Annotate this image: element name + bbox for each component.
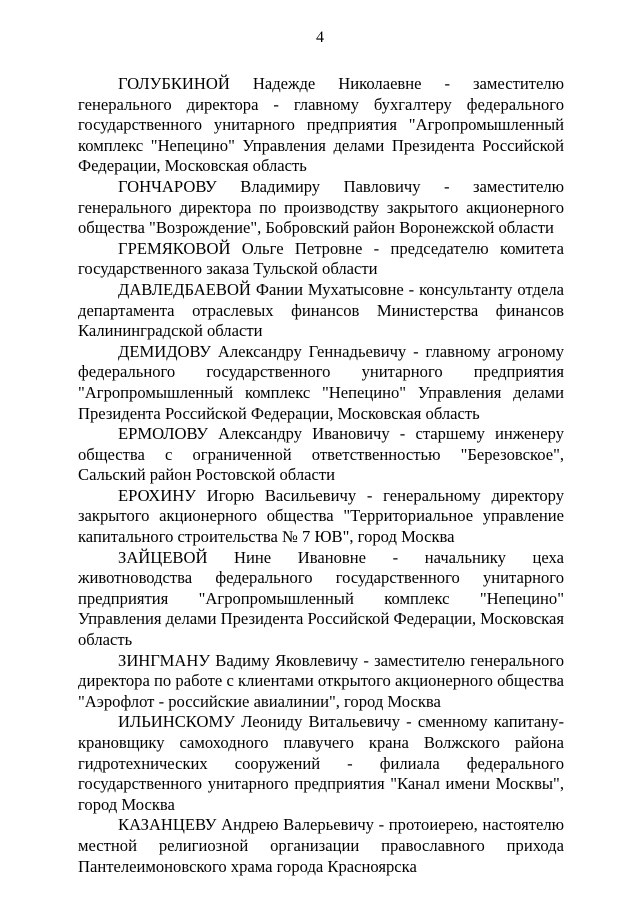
list-item: ГОЛУБКИНОЙ Надежде Николаевне - заместителю генерального директора - главному бухгалтеру федерального государственного унитарного предприятия "Агропромышленный комплекс "Непецино" Управления делами Президента Российской Федерации, Московская область [78,74,564,176]
list-item: ЗИНГМАНУ Вадиму Яковлевичу - заместителю генерального директора по работе с клиентами открытого акционерного общества "Аэрофлот - российские авиалинии", город Москва [78,650,564,711]
list-item: ГРЕМЯКОВОЙ Ольге Петровне - председателю комитета государственного заказа Тульской области [78,238,564,279]
list-item: ГОНЧАРОВУ Владимиру Павловичу - заместителю генерального директора по производству закрытого акционерного общества "Возрождение", Бобровский район Воронежской области [78,176,564,238]
award-list [78,74,564,877]
list-item: ДАВЛЕДБАЕВОЙ Фании Мухатысовне - консультанту отдела департамента отраслевых финансов Министерства финансов Калининградской области [78,279,564,341]
list-item: ЗАЙЦЕВОЙ Нине Ивановне - начальнику цеха животноводства федерального государственного унитарного предприятия "Агропромышленный комплекс "Непецино" Управления делами Президента Российской Федерации, Московская область [78,547,564,650]
list-item: ИЛЬИНСКОМУ Леониду Витальевичу - сменному капитану-крановщику самоходного плавучего крана Волжского района гидротехнических сооружений - филиала федерального государственного унитарного предприятия "Канал имени Москвы", город Москва [78,712,564,814]
list-item: ЕРОХИНУ Игорю Васильевичу - генеральному директору закрытого акционерного общества "Территориальное управление капитального строительства № 7 ЮВ", город Москва [78,485,564,547]
page-number: 4 [316,29,324,46]
list-item: ДЕМИДОВУ Александру Геннадьевичу - главному агроному федерального государственного унитарного предприятия "Агропромышленный комплекс "Непецино" Управления делами Президента Российской Федерации, Московская область [78,341,564,423]
list-item: ЕРМОЛОВУ Александру Ивановичу - старшему инженеру общества с ограниченной ответственностью "Березовское", Сальский район Ростовской области [78,424,564,485]
list-item: КАЗАНЦЕВУ Андрею Валерьевичу - протоиерею, настоятелю местной религиозной организации православного прихода Пантелеимоновского храма города Красноярска [78,815,564,876]
